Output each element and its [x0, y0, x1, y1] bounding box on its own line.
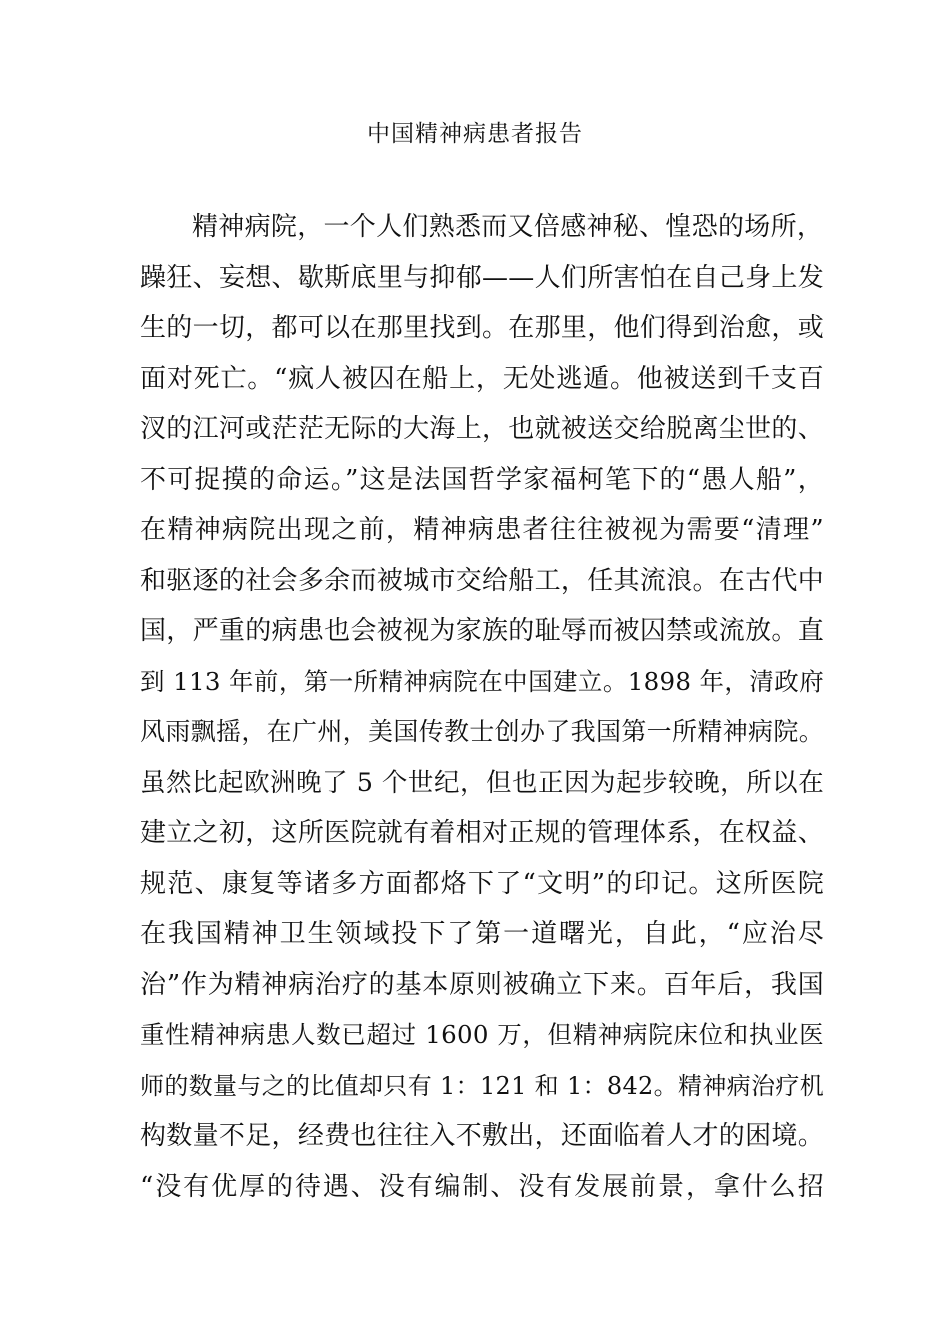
- body-line: 风雨飘摇，在广州，美国传教士创办了我国第一所精神病院。: [140, 717, 824, 746]
- body-line: “没有优厚的待遇、没有编制、没有发展前景，拿什么招: [140, 1171, 824, 1202]
- body-line: 在我国精神卫生领域投下了第一道曙光，自此，“应治尽: [140, 919, 824, 949]
- body-line: 建立之初，这所医院就有着相对正规的管理体系，在权益、: [140, 818, 824, 848]
- body-line: 虽然比起欧洲晚了 5 个世纪，但也正因为起步较晚，所以在: [140, 767, 824, 798]
- body-line: 治”作为精神病治疗的基本原则被确立下来。百年后，我国: [140, 969, 824, 1000]
- document-title: 中国精神病患者报告: [367, 121, 583, 147]
- body-line: 构数量不足，经费也往往入不敷出，还面临着人才的困境。: [140, 1121, 824, 1151]
- body-line: 躁狂、妄想、歇斯底里与抑郁——人们所害怕在自己身上发: [140, 262, 824, 293]
- body-line: 精神病院，一个人们熟悉而又倍感神秘、惶恐的场所，: [192, 212, 824, 242]
- body-line: 和驱逐的社会多余而被城市交给船工，任其流浪。在古代中: [140, 565, 824, 596]
- body-line: 不可捉摸的命运。”这是法国哲学家福柯笔下的“愚人船”，: [140, 464, 824, 495]
- body-line: 规范、康复等诸多方面都烙下了“文明”的印记。这所医院: [140, 868, 824, 899]
- document-body: [140, 206, 824, 1216]
- body-line: 师的数量与之的比值却只有 1：121 和 1：842。精神病治疗机: [140, 1071, 824, 1100]
- body-line: 国，严重的病患也会被视为家族的耻辱而被囚禁或流放。直: [140, 616, 824, 646]
- body-line: 到 113 年前，第一所精神病院在中国建立。1898 年，清政府: [140, 666, 824, 696]
- body-line: 在精神病院出现之前，精神病患者往往被视为需要“清理”: [140, 515, 824, 545]
- body-line: 汊的江河或茫茫无际的大海上，也就被送交给脱离尘世的、: [140, 414, 824, 444]
- body-line: 生的一切，都可以在那里找到。在那里，他们得到治愈，或: [140, 313, 824, 343]
- body-line: 重性精神病患人数已超过 1600 万，但精神病院床位和执业医: [140, 1020, 824, 1049]
- body-line: 面对死亡。“疯人被囚在船上，无处逃遁。他被送到千支百: [140, 363, 824, 394]
